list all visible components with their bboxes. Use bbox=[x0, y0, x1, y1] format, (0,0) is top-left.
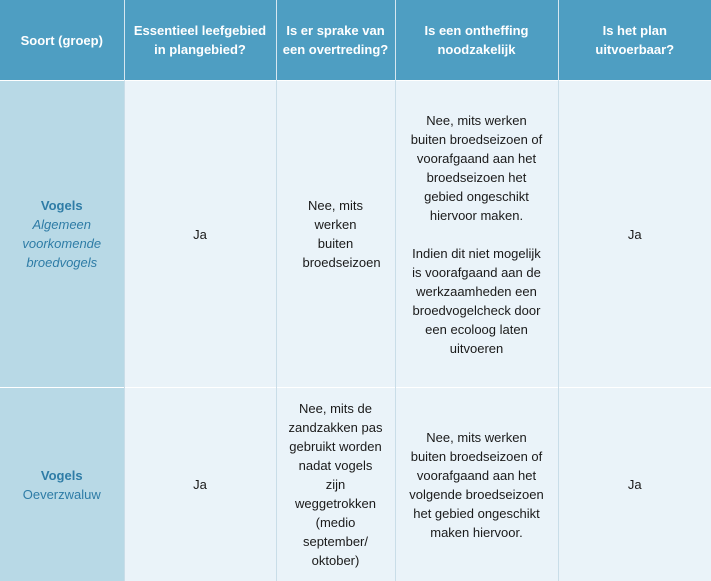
cell-ontheffing bbox=[395, 388, 558, 581]
species-label: Oeverzwaluw bbox=[8, 485, 116, 504]
cell-uitvoerbaar: Ja bbox=[558, 81, 711, 388]
header-uitvoerbaar: Is het plan uitvoerbaar? bbox=[558, 0, 711, 81]
header-ontheffing: Is een ontheffing noodzakelijk bbox=[395, 0, 558, 81]
ontheffing-paragraph: Nee, mits werken buiten broedseizoen of voorafgaand aan het volgende broedseizoen het gebied ongeschikt maken hiervoor. bbox=[408, 428, 546, 542]
cell-soort bbox=[0, 81, 124, 388]
table-row bbox=[0, 81, 711, 388]
group-label: Vogels bbox=[8, 196, 116, 215]
header-row bbox=[0, 0, 711, 81]
cell-ontheffing bbox=[395, 81, 558, 388]
group-label: Vogels bbox=[8, 466, 116, 485]
cell-leefgebied: Ja bbox=[124, 81, 276, 388]
header-overtreding: Is er sprake van een overtreding? bbox=[276, 0, 395, 81]
cell-leefgebied: Ja bbox=[124, 388, 276, 581]
cell-soort bbox=[0, 388, 124, 581]
header-leefgebied: Essentieel leefgebied in plangebied? bbox=[124, 0, 276, 81]
cell-overtreding: Nee, mits werken buiten broedseizoen bbox=[276, 81, 395, 388]
header-soort: Soort (groep) bbox=[0, 0, 124, 81]
species-label: Algemeen voorkomende broedvogels bbox=[8, 215, 116, 272]
ontheffing-paragraph: Nee, mits werken buiten broedseizoen of voorafgaand aan het broedseizoen het gebied ongeschikt hiervoor maken. bbox=[408, 111, 546, 225]
ontheffing-paragraph: Indien dit niet mogelijk is voorafgaand aan de werkzaamheden een broedvogelcheck door een ecoloog laten uitvoeren bbox=[408, 244, 546, 358]
cell-uitvoerbaar: Ja bbox=[558, 388, 711, 581]
table-row bbox=[0, 388, 711, 581]
cell-overtreding: Nee, mits de zandzakken pas gebruikt worden nadat vogels zijn weggetrokken (medio september/ oktober) bbox=[276, 388, 395, 581]
